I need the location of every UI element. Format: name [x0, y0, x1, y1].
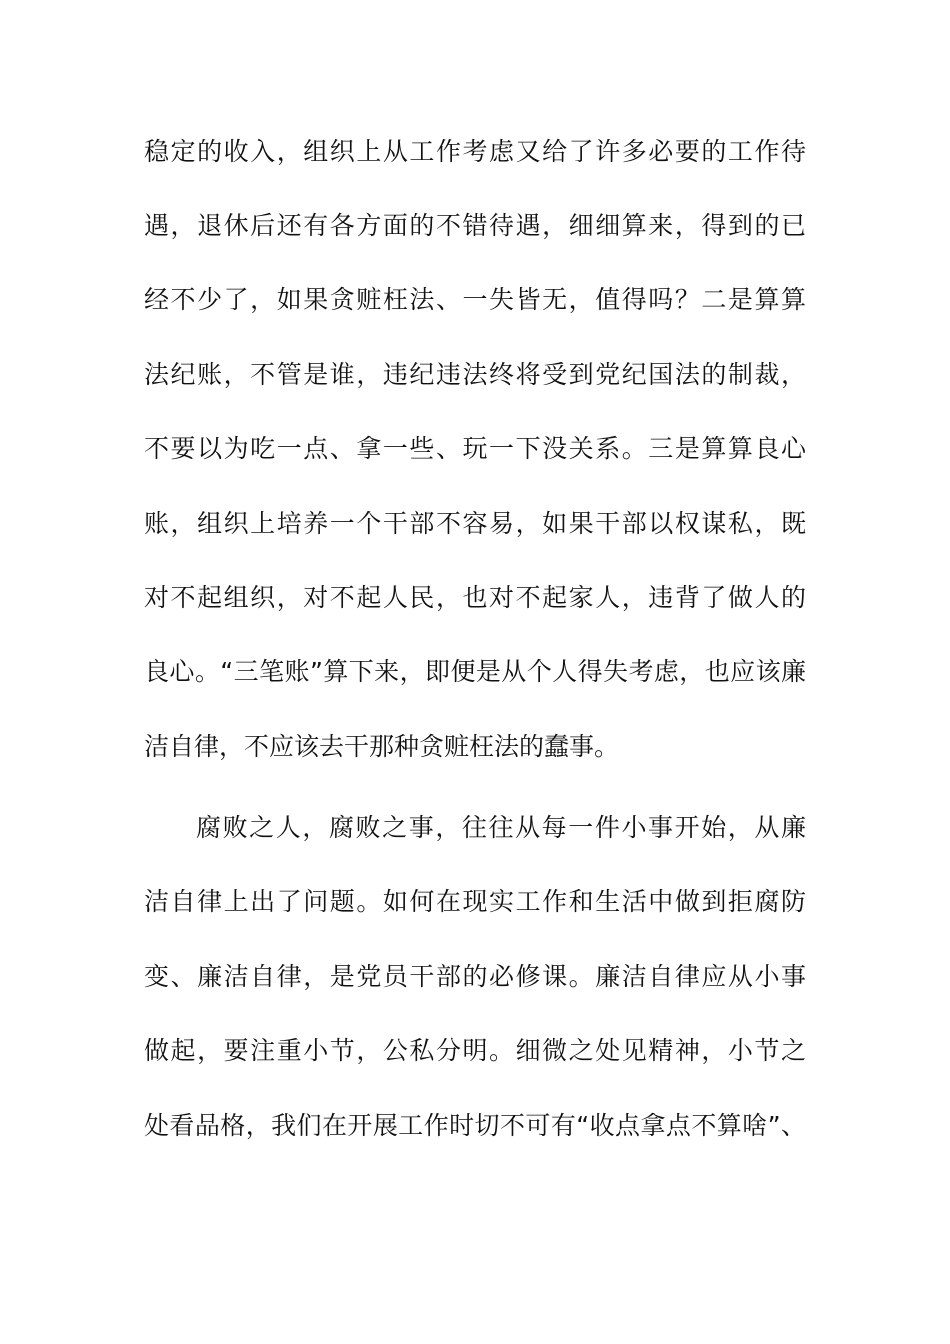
text-line-7: 对不起组织，对不起人民，也对不起家人，违背了做人的: [144, 583, 806, 612]
text-line-8: 良心。“三笔账”算下来，即便是从个人得失考虑，也应该廉: [144, 657, 806, 686]
text-line-12: 变、廉洁自律，是党员干部的必修课。廉洁自律应从小事: [144, 962, 806, 991]
text-line-2: 遇，退休后还有各方面的不错待遇，细细算来，得到的已: [144, 211, 806, 240]
text-line-13: 做起，要注重小节，公私分明。细微之处见精神，小节之: [144, 1036, 806, 1065]
text-line-14: 处看品格，我们在开展工作时切不可有“收点拿点不算啥”、: [144, 1111, 806, 1140]
text-line-9: 洁自律，不应该去干那种贪赃枉法的蠢事。: [144, 732, 620, 761]
text-line-3: 经不少了，如果贪赃枉法、一失皆无，值得吗？二是算算: [144, 285, 806, 314]
text-line-11: 洁自律上出了问题。如何在现实工作和生活中做到拒腐防: [144, 887, 806, 916]
text-line-1: 稳定的收入，组织上从工作考虑又给了许多必要的工作待: [144, 137, 806, 166]
text-line-10: 腐败之人，腐败之事，往往从每一件小事开始，从廉: [196, 813, 806, 842]
text-line-4: 法纪账，不管是谁，违纪违法终将受到党纪国法的制裁，: [144, 360, 806, 389]
text-line-6: 账，组织上培养一个干部不容易，如果干部以权谋私，既: [144, 509, 806, 538]
text-line-5: 不要以为吃一点、拿一些、玩一下没关系。三是算算良心: [144, 434, 806, 463]
